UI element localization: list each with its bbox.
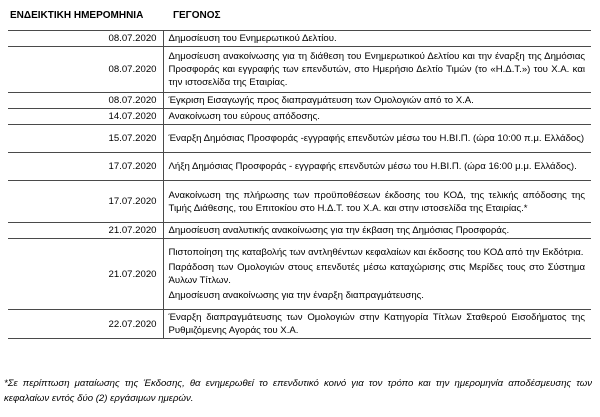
table-row — [8, 181, 591, 223]
event-text: Έγκριση Εισαγωγής προς διαπραγμάτευση των Ομολογιών από το Χ.Α. — [168, 95, 474, 106]
table-row — [8, 109, 591, 125]
table-row — [8, 31, 591, 47]
date-column-header: ΕΝΔΕΙΚΤΙΚΗ ΗΜΕΡΟΜΗΝΙΑ — [8, 0, 163, 31]
event-description — [163, 153, 591, 181]
table-row — [8, 310, 591, 339]
event-date: 21.07.2020 — [8, 223, 163, 239]
timetable-body — [8, 31, 591, 339]
event-description — [163, 47, 591, 93]
event-description — [163, 109, 591, 125]
event-description — [163, 181, 591, 223]
event-text: Ανακοίνωση του εύρους απόδοσης. — [168, 111, 320, 122]
event-description — [163, 125, 591, 153]
header-row — [8, 0, 591, 31]
event-text: Πιστοποίηση της καταβολής των αντληθέντων κεφαλαίων και έκδοσης του ΚΟΔ από την Εκδότρια. — [168, 247, 584, 258]
footnote: *Σε περίπτωση ματαίωσης της Έκδοσης, θα ενημερωθεί το επενδυτικό κοινό για τον τρόπο και την ημερομηνία αποδέσμευσης των κεφαλαίων εντός δύο (2) εργάσιμων ημερών. — [4, 378, 592, 404]
event-description — [163, 223, 591, 239]
event-column-header: ΓΕΓΟΝΟΣ — [163, 0, 591, 31]
event-date: 17.07.2020 — [8, 181, 163, 223]
event-date: 08.07.2020 — [8, 31, 163, 47]
table-row — [8, 47, 591, 93]
event-date: 14.07.2020 — [8, 109, 163, 125]
event-date: 22.07.2020 — [8, 310, 163, 339]
event-date: 17.07.2020 — [8, 153, 163, 181]
event-description — [163, 31, 591, 47]
event-date: 21.07.2020 — [8, 239, 163, 310]
event-text: Δημοσίευση ανακοίνωσης για τη διάθεση του Ενημερωτικού Δελτίου και την έναρξη της Δημόσιας Προσφοράς και εγγραφής των επενδυτών, στο Ημερήσιο Δελτίο Τιμών (το «Η.Δ.Τ.») του Χ.Α. και την ιστοσελίδα της Εταιρίας. — [168, 51, 585, 88]
table-row — [8, 223, 591, 239]
event-text: Λήξη Δημόσιας Προσφοράς - εγγραφής επενδυτών μέσω του Η.ΒΙ.Π. (ώρα 16:00 μ.μ. Ελλάδος). — [168, 161, 577, 172]
event-description — [163, 93, 591, 109]
event-description — [163, 310, 591, 339]
event-text: Έναρξη Δημόσιας Προσφοράς -εγγραφής επενδυτών μέσω του Η.ΒΙ.Π. (ώρα 10:00 π.μ. Ελλάδος) — [168, 133, 585, 144]
event-text: Δημοσίευση αναλυτικής ανακοίνωσης για την έκβαση της Δημόσιας Προσφοράς. — [168, 225, 510, 236]
event-date: 15.07.2020 — [8, 125, 163, 153]
event-text: Δημοσίευση ανακοίνωσης για την έναρξη διαπραγμάτευσης. — [168, 290, 424, 301]
table-row — [8, 153, 591, 181]
table-row — [8, 93, 591, 109]
timetable-table — [8, 0, 591, 339]
event-text: Ανακοίνωση της πλήρωσης των προϋποθέσεων έκδοσης του ΚΟΔ, της τελικής απόδοσης της Τιμής Διάθεσης, του Επιτοκίου στο Η.Δ.Τ. του Χ.Α. και στην ιστοσελίδα της Εταιρίας.* — [168, 189, 585, 214]
event-text: Παράδοση των Ομολογιών στους επενδυτές μέσω καταχώρισης στις Μερίδες τους στο Σύστημα Άυλων Τίτλων. — [168, 262, 585, 286]
event-description — [163, 239, 591, 310]
event-text: Έναρξη διαπραγμάτευσης των Ομολογιών στην Κατηγορία Τίτλων Σταθερού Εισοδήματος της Ρυθμιζόμενης Αγοράς του Χ.Α. — [168, 312, 585, 336]
table-row — [8, 125, 591, 153]
event-text: Δημοσίευση του Ενημερωτικού Δελτίου. — [168, 33, 337, 44]
table-row — [8, 239, 591, 310]
event-date: 08.07.2020 — [8, 47, 163, 93]
timetable — [8, 0, 591, 339]
event-date: 08.07.2020 — [8, 93, 163, 109]
